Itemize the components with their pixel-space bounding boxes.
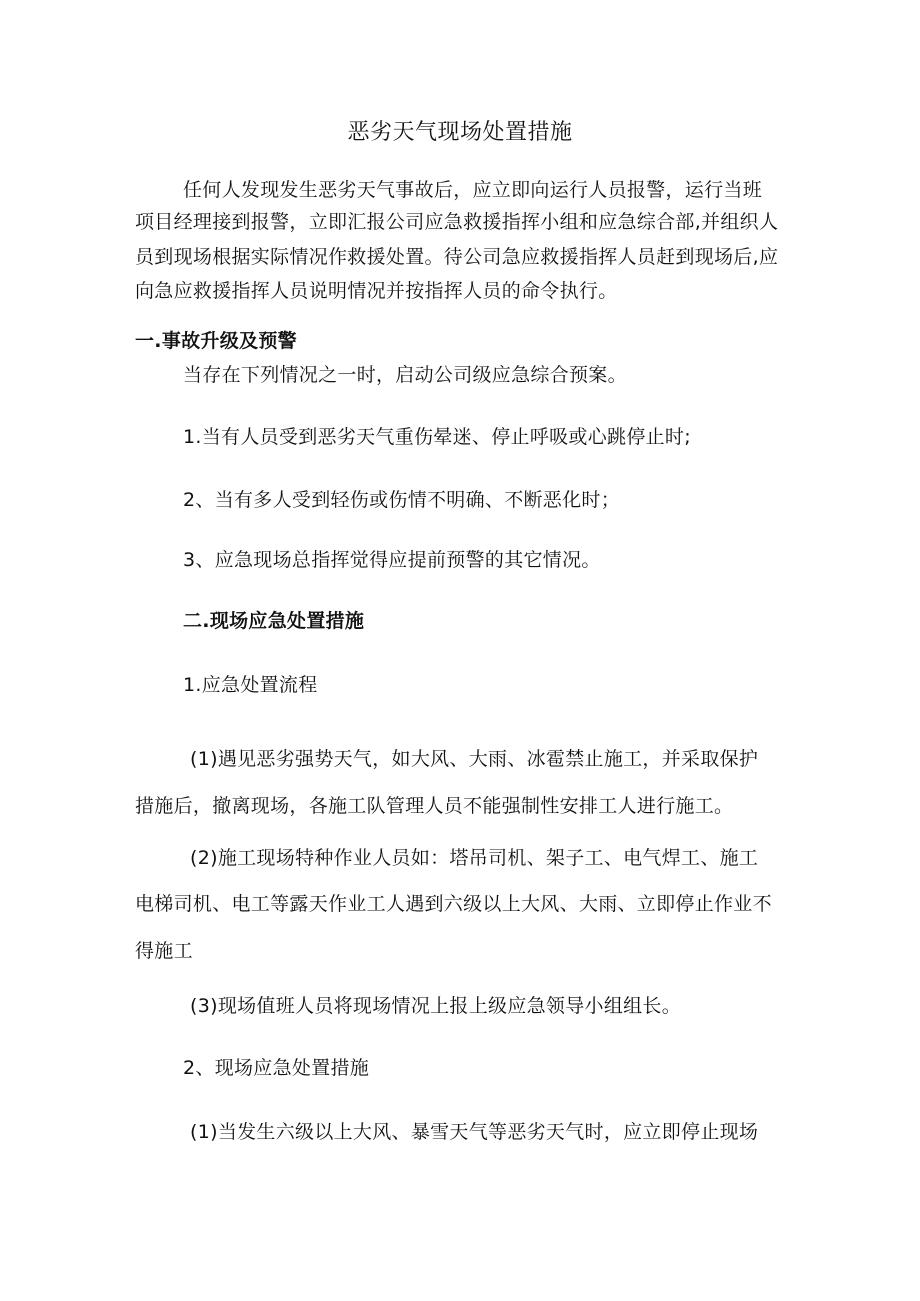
list-item: 电梯司机、电工等露天作业工人遇到六级以上大风、大雨、立即停止作业不 [135,893,772,915]
subsection-heading: 1.应急处置流程 [183,674,318,696]
list-item: 措施后，撤离现场，各施工队管理人员不能强制性安排工人进行施工。 [135,795,734,817]
section-1-lead: 当存在下列情况之一时，启动公司级应急综合预案。 [183,364,627,386]
list-item: 3、应急现场总指挥觉得应提前预警的其它情况。 [183,549,601,571]
intro-line: 向急应救援指挥人员说明情况并按指挥人员的命令执行。 [135,280,618,302]
intro-line: 员到现场根据实际情况作救援处置。待公司急应救援指挥人员赶到现场后,应 [135,246,779,268]
list-item: (2)施工现场特种作业人员如：塔吊司机、架子工、电气焊工、施工 [190,847,759,869]
list-item: (1)遇见恶劣强势天气，如大风、大雨、冰雹禁止施工，并采取保护 [190,748,759,770]
intro-line: 项目经理接到报警，立即汇报公司应急救援指挥小组和应急综合部,并组织人 [135,211,779,233]
list-item: (1)当发生六级以上大风、暴雪天气等恶劣天气时，应立即停止现场 [190,1121,759,1143]
list-item: 2、当有多人受到轻伤或伤情不明确、不断恶化时； [183,489,620,511]
subsection-heading: 2、现场应急处置措施 [183,1057,370,1079]
section-1-heading: 一.事故升级及预警 [135,330,297,352]
list-item: 得施工 [135,940,193,962]
intro-line: 任何人发现发生恶劣天气事故后，应立即向运行人员报警，运行当班 [183,179,763,201]
section-2-heading: 二.现场应急处置措施 [183,610,365,632]
list-item: 1.当有人员受到恶劣天气重伤晕迷、停止呼吸或心跳停止时; [183,426,691,448]
list-item: (3)现场值班人员将现场情况上报上级应急领导小组组长。 [190,995,682,1017]
page-title: 恶劣天气现场处置措施 [347,120,573,145]
